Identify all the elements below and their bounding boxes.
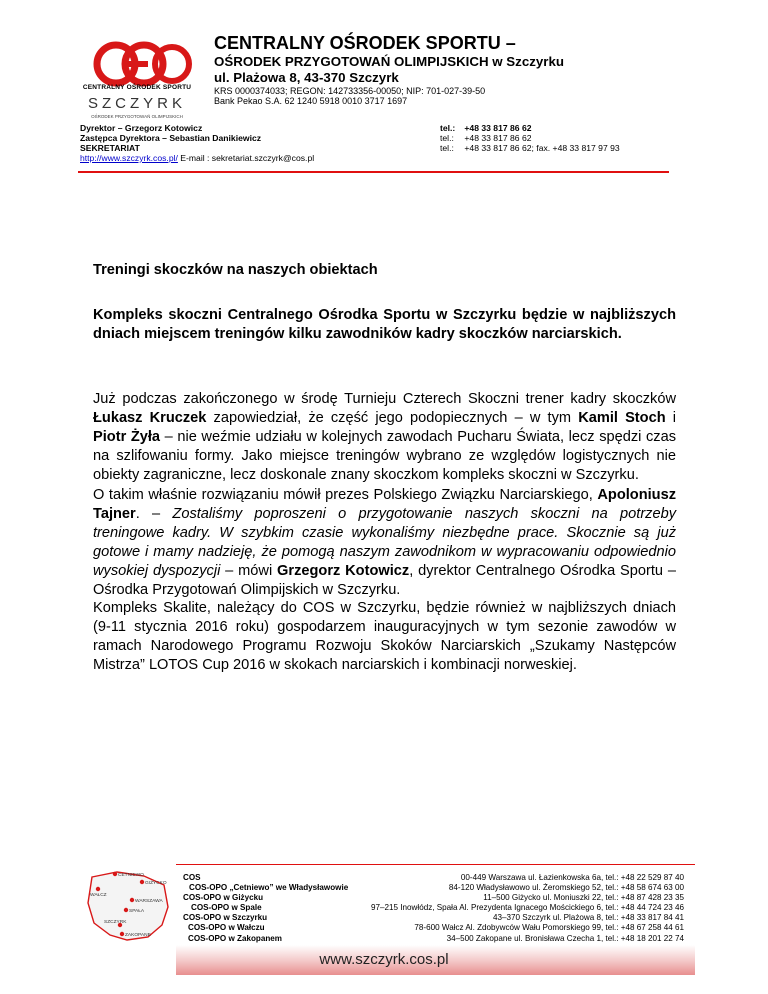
web-email-line — [80, 153, 314, 163]
map-label: GIŻYCKO — [145, 881, 167, 886]
center-name: COS-OPO „Cetniewo” we Władysławowie — [189, 883, 349, 893]
article-paragraph-3: Kompleks Skalite, należący do COS w Szczyrku, będzie również w najbliższych dniach (9-11 stycznia 2016 roku) gospodarzem inauguracyjnych w tym sezonie zawodów w ramach Narodowego Programu Rozwoju Skoków Narciarskich „Szukamy Następców Mistrza” LOTOS Cup 2016 w skokach narciarskich i kombinacji norweskiej. — [93, 600, 676, 673]
deputy-director-line: Zastępca Dyrektora – Sebastian Danikiewicz — [80, 133, 262, 143]
center-name: COS-OPO w Wałczu — [188, 923, 265, 933]
center-address: 84-120 Władysławowo ul. Żeromskiego 52, tel.: +48 58 674 63 00 — [448, 883, 684, 893]
name-zyla: Piotr Żyła — [93, 428, 161, 445]
center-address: 43–370 Szczyrk ul. Plażowa 8, tel.: +48 33 817 84 41 — [492, 913, 684, 923]
bank-account: Bank Pekao S.A. 62 1240 5918 0010 3717 1697 — [214, 96, 408, 106]
map-label: CETNIEWO — [118, 873, 144, 878]
map-label: ZAKOPANE — [125, 933, 151, 938]
article-paragraph-2: O takim właśnie rozwiązaniu mówił prezes Polskiego Związku Narciarskiego, Apoloniusz Tajner. – Zostaliśmy poproszeni o przygotowanie naszych skoczni na potrzeby treningowe kadry. W szybkim czasie wykonaliśmy niezbędne prace. Skocznie są już gotowe i mamy nadzieję, że pomogą naszym zawodnikom w wypracowaniu odpowiednio wysokiej dyspozycji – mówi Grzegorz Kotowicz, dyrektor Centralnego Ośrodka Sportu – Ośrodka Przygotowań Olimpijskich w Szczyrku. — [93, 487, 677, 598]
name-tajner: Apoloniusz Tajner — [93, 487, 676, 522]
center-name: COS-OPO w Giżycku — [183, 893, 264, 903]
article-headline: Treningi skoczków na naszych obiektach — [93, 262, 378, 278]
tel-label: tel.: — [440, 133, 454, 143]
registry-numbers: KRS 0000374033; REGON: 142733356-00050; NIP: 701-027-39-50 — [214, 86, 486, 96]
email-text: E-mail : sekretariat.szczyrk@cos.pl — [177, 153, 315, 163]
tel-secretariat: +48 33 817 86 62; fax. +48 33 817 97 93 — [464, 143, 620, 153]
logo-tagline: OŚRODEK PRZYGOTOWAŃ OLIMPIJSKICH — [91, 114, 183, 119]
quote: Zostaliśmy poproszeni o przygotowanie naszych skoczni na potrzeby treningowe kadry. W szybkim czasie wykonaliśmy niezbędne prace. Skocznie są już gotowe i mamy nadzieję, że pomogą naszym zawodnikom w wypracowaniu odpowiednio wysokiej dyspozycji — [93, 505, 677, 579]
map-label: SZCZYRK — [104, 920, 127, 925]
map-label: SPAŁA — [129, 909, 145, 914]
footer-divider — [176, 864, 695, 865]
footer-addresses — [300, 873, 684, 944]
tel-director: +48 33 817 86 62 — [464, 123, 532, 133]
center-name: COS-OPO w Szczyrku — [183, 913, 268, 923]
name-kruczek: Łukasz Kruczek — [93, 409, 207, 426]
header-phones — [440, 123, 620, 153]
center-name: COS-OPO w Zakopanem — [188, 933, 282, 943]
center-address: 97–215 Inowłódz, Spała Al. Prezydenta Ignacego Mościckiego 6, tel.: +48 44 724 23 46 — [371, 903, 684, 913]
director-line: Dyrektor – Grzegorz Kotowicz — [80, 123, 203, 133]
org-address: ul. Plażowa 8, 43-370 Szczyrk — [214, 70, 399, 85]
logo-city: SZCZYRK — [87, 95, 186, 112]
center-name: COS-OPO w Spale — [191, 903, 262, 913]
org-title: CENTRALNY OŚRODEK SPORTU – — [214, 33, 516, 53]
tel-label: tel.: — [440, 143, 454, 153]
tel-label: tel.: — [440, 123, 456, 133]
center-address: 34–500 Zakopane ul. Bronisława Czecha 1, tel.: +48 18 201 22 74 — [446, 933, 684, 943]
name-stoch: Kamil Stoch — [578, 409, 666, 426]
poland-map — [82, 867, 172, 943]
org-subtitle: OŚRODEK PRZYGOTOWAŃ OLIMPIJSKICH w Szczyrku — [214, 54, 564, 69]
map-label: WARSZAWA — [135, 899, 163, 904]
secretariat-label: SEKRETARIAT — [80, 143, 140, 153]
map-label: WAŁCZ — [90, 893, 107, 898]
header-divider — [78, 171, 669, 173]
website-link[interactable]: http://www.szczyrk.cos.pl/ — [80, 153, 178, 163]
center-name: COS — [183, 873, 201, 882]
tel-deputy: +48 33 817 86 62 — [464, 133, 532, 143]
name-kotowicz: Grzegorz Kotowicz — [277, 562, 410, 579]
logo-name: CENTRALNY OŚRODEK SPORTU — [82, 84, 192, 91]
article-paragraph-1: Już podczas zakończonego w środę Turnieju Czterech Skoczni trener kadry skoczków Łukasz Kruczek zapowiedział, że część jego podopiecznych – w tym Kamil Stoch i Piotr Żyła – nie weźmie udziału w kolejnych zawodach Pucharu Świata, lecz spędzi czas na szlifowaniu formy. Jako miejsce treningów wybrano ze względów logistycznych nie obiekty zagraniczne, lecz doskonale znany skoczkom kompleks skoczni w Szczyrku. — [93, 391, 677, 483]
footer-website: www.szczyrk.cos.pl — [319, 951, 449, 968]
center-address: 78-600 Wałcz Al. Zdobywców Wału Pomorskiego 99, tel.: +48 67 258 44 61 — [414, 923, 684, 933]
header-contacts-left — [80, 123, 314, 163]
article-lead: Kompleks skoczni Centralnego Ośrodka Sportu w Szczyrku będzie w najbliższych dniach miejscem treningów kilku zawodników kadry skoczków narciarskich. — [93, 307, 676, 342]
center-address: 11–500 Giżycko ul. Moniuszki 22, tel.: +48 87 428 23 35 — [483, 893, 684, 903]
center-address: 00-449 Warszawa ul. Łazienkowska 6a, tel.: +48 22 529 87 40 — [460, 873, 684, 882]
